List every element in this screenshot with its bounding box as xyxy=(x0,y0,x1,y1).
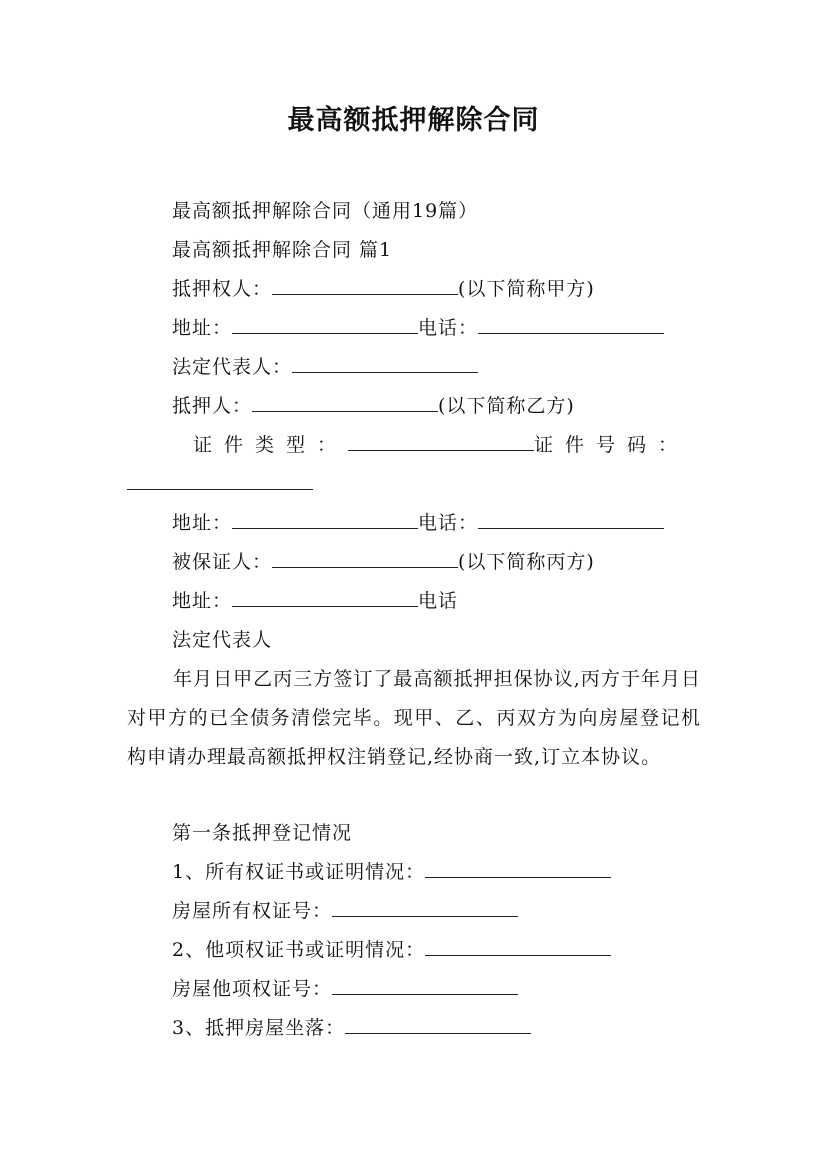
address-label: 地址： xyxy=(172,512,233,534)
guaranteed-address-line xyxy=(172,587,458,615)
item3-blank xyxy=(345,1015,531,1034)
address-label: 地址： xyxy=(172,590,233,612)
address-blank xyxy=(232,588,418,607)
id-number-label: 证件号码： xyxy=(533,434,689,456)
section-heading: 最高额抵押解除合同 篇1 xyxy=(172,239,393,261)
legal-rep-line xyxy=(172,353,478,381)
item1-sub-line xyxy=(172,897,518,925)
legal-rep-label: 法定代表人： xyxy=(172,356,293,378)
mortgagor-blank xyxy=(252,393,438,412)
item1-label: 1、所有权证书或证明情况： xyxy=(172,861,426,883)
mortgagor-address-line xyxy=(172,509,664,537)
guaranteed-line xyxy=(172,548,595,576)
item3-label: 3、抵押房屋坐落： xyxy=(172,1017,346,1039)
mortgagee-label: 抵押权人： xyxy=(172,278,273,300)
subtitle: 最高额抵押解除合同（通用19篇） xyxy=(172,200,479,222)
guaranteed-suffix: (以下简称丙方) xyxy=(458,551,595,573)
id-number-line xyxy=(127,470,313,498)
item2-sub-label: 房屋他项权证号： xyxy=(172,978,333,1000)
item2-sub-line xyxy=(172,975,518,1003)
item1-sub-blank xyxy=(332,898,518,917)
address-blank xyxy=(232,315,418,334)
phone-blank xyxy=(478,510,664,529)
intro-paragraph: 年月日甲乙丙三方签订了最高额抵押担保协议,丙方于年月日对甲方的已全债务清偿完毕。现甲、乙、丙双方为向房屋登记机构申请办理最高额抵押权注销登记,经协商一致,订立本协议。 xyxy=(127,668,701,768)
mortgagee-blank xyxy=(272,276,458,295)
address-blank xyxy=(232,510,418,529)
phone-plain: 电话 xyxy=(418,590,459,612)
legal-rep-plain-line: 法定代表人 xyxy=(172,629,273,651)
item1-line xyxy=(172,858,611,886)
mortgagee-suffix: (以下简称甲方) xyxy=(458,278,595,300)
address-label: 地址： xyxy=(172,317,233,339)
mortgagee-address-line xyxy=(172,314,664,342)
item2-blank xyxy=(425,937,611,956)
item1-blank xyxy=(425,859,611,878)
mortgagor-label: 抵押人： xyxy=(172,395,253,417)
id-type-blank xyxy=(348,432,534,451)
id-type-label: 证件类型： xyxy=(193,434,349,456)
item2-sub-blank xyxy=(332,976,518,995)
document-title: 最高额抵押解除合同 xyxy=(287,105,540,136)
legal-rep-blank xyxy=(292,354,478,373)
item3-line xyxy=(172,1014,531,1042)
guaranteed-blank xyxy=(272,549,458,568)
mortgagee-line xyxy=(172,275,595,303)
mortgagor-suffix: (以下简称乙方) xyxy=(438,395,575,417)
item2-line xyxy=(172,936,611,964)
item1-sub-label: 房屋所有权证号： xyxy=(172,900,333,922)
id-info-line xyxy=(193,431,689,459)
phone-label: 电话： xyxy=(418,512,479,534)
guaranteed-label: 被保证人： xyxy=(172,551,273,573)
phone-label: 电话： xyxy=(418,317,479,339)
mortgagor-line xyxy=(172,392,575,420)
id-number-blank xyxy=(127,471,313,490)
phone-blank xyxy=(478,315,664,334)
item2-label: 2、他项权证书或证明情况： xyxy=(172,939,426,961)
article1-heading: 第一条抵押登记情况 xyxy=(172,822,353,844)
